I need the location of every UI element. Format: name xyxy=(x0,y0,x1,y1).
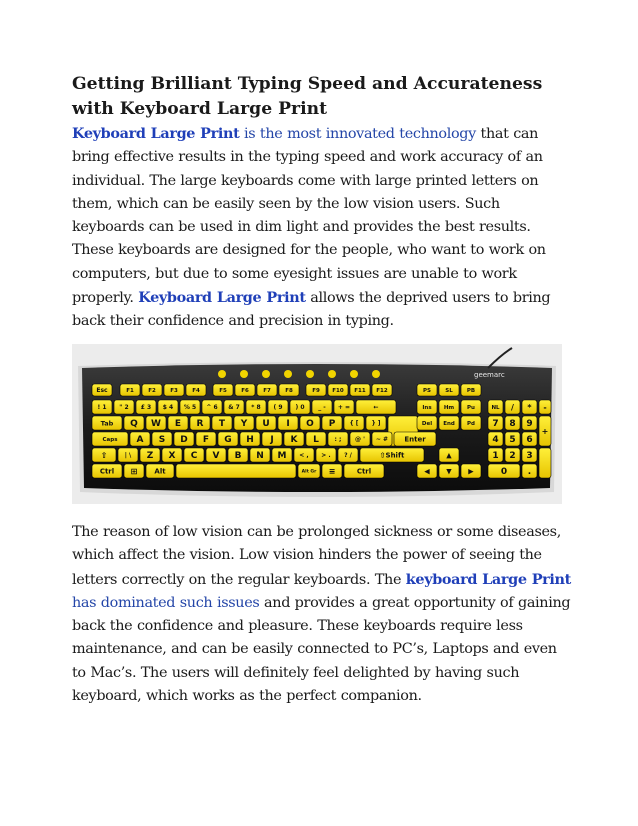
numpad-9 xyxy=(522,416,537,430)
key-shift-row-5 xyxy=(206,448,226,462)
svg-text:*: * xyxy=(527,402,532,412)
svg-text:A: A xyxy=(136,435,144,446)
svg-text:J: J xyxy=(270,435,274,446)
key-sl xyxy=(439,384,459,396)
svg-text:Z: Z xyxy=(146,451,154,462)
svg-text:9: 9 xyxy=(526,419,533,430)
key-num-1 xyxy=(114,400,134,414)
svg-text:: ;: : ; xyxy=(334,436,342,444)
svg-text:◀: ◀ xyxy=(424,467,430,476)
key-caps-row-6 xyxy=(240,432,260,446)
key-caps-row-7 xyxy=(262,432,282,446)
key-num-10 xyxy=(312,400,332,414)
key-pgdn xyxy=(461,416,481,430)
link-rest-text-2: has dominated such issues xyxy=(72,594,260,611)
key-num-8 xyxy=(268,400,288,414)
svg-text:B: B xyxy=(234,451,242,462)
numpad-nl xyxy=(488,400,503,414)
svg-text:Caps: Caps xyxy=(102,436,118,443)
svg-text:▼: ▼ xyxy=(446,467,452,476)
svg-text:X: X xyxy=(168,451,176,462)
svg-text:F3: F3 xyxy=(170,387,178,394)
key-home xyxy=(439,400,459,414)
numpad-enter xyxy=(539,448,551,478)
key-num-2 xyxy=(136,400,156,414)
svg-text:@ ': @ ' xyxy=(355,436,365,444)
svg-text:^ 6: ^ 6 xyxy=(206,404,218,412)
keyboard-illustration xyxy=(72,344,562,504)
svg-text:←: ← xyxy=(373,404,379,412)
key-tab-row-1 xyxy=(124,416,144,430)
svg-text:F4: F4 xyxy=(192,387,200,394)
numpad-7 xyxy=(488,416,503,430)
key-tab-row-5 xyxy=(212,416,232,430)
key-tab-row-11 xyxy=(344,416,364,430)
key-num-6 xyxy=(224,400,244,414)
key-f1 xyxy=(120,384,140,396)
key-num-0 xyxy=(92,400,112,414)
key-caps-row-4 xyxy=(196,432,216,446)
key-shift-row-3 xyxy=(162,448,182,462)
key-f7 xyxy=(257,384,277,396)
key-windows xyxy=(124,464,144,478)
key-alt xyxy=(146,464,174,478)
svg-text:+ =: + = xyxy=(337,404,351,412)
key-num-7 xyxy=(246,400,266,414)
key-shift-row-10 xyxy=(316,448,336,462)
svg-text:F7: F7 xyxy=(263,387,271,394)
media-button xyxy=(350,370,358,378)
key-tab-row-7 xyxy=(256,416,276,430)
svg-text:Hm: Hm xyxy=(443,404,455,411)
key-f8 xyxy=(279,384,299,396)
media-button xyxy=(218,370,226,378)
svg-text:.: . xyxy=(527,467,532,478)
low-vision-text: The reason of low vision can be prolonged sickness or some diseases, which affect the vision. Low vision hinders the power of seeing the letters correctly on the regular keyboards. The xyxy=(72,524,561,588)
key-f10 xyxy=(328,384,348,396)
key-right-shift xyxy=(360,448,424,462)
key-f4 xyxy=(186,384,206,396)
key-arrow-right xyxy=(461,464,481,478)
key-arrow-down xyxy=(439,464,459,478)
key-shift-row-9 xyxy=(294,448,314,462)
svg-text:Ctrl: Ctrl xyxy=(356,467,372,476)
media-button xyxy=(240,370,248,378)
article-title: Getting Brilliant Typing Speed and Accurateness with Keyboard Large Print xyxy=(72,74,543,119)
numpad-5 xyxy=(505,432,520,446)
svg-text:7: 7 xyxy=(492,419,499,430)
svg-text:SL: SL xyxy=(445,387,453,394)
link-bold-text-2: keyboard Large Print xyxy=(405,570,571,588)
low-vision-text-end: and provides a great opportunity of gaining back the confidence and pleasure. These keyboards require less maintenance, and can be easily connected to PC’s, Laptops and even to Mac’s. The users will definitely feel delighted by having such keyboard, which works as the perfect companion. xyxy=(72,594,571,705)
paragraph-intro xyxy=(72,122,572,334)
second-paragraph-block xyxy=(72,521,572,708)
key-shift-row-6 xyxy=(228,448,248,462)
key-esc xyxy=(92,384,112,396)
svg-text:▶: ▶ xyxy=(468,467,474,476)
svg-text:" 2: " 2 xyxy=(119,404,129,412)
keyboard-image xyxy=(72,344,562,504)
svg-text:F12: F12 xyxy=(376,387,388,394)
svg-text:U: U xyxy=(262,419,270,430)
svg-text:F: F xyxy=(202,435,210,446)
svg-text:F1: F1 xyxy=(126,387,134,394)
key-num-12 xyxy=(356,400,396,414)
numpad-div xyxy=(505,400,520,414)
svg-text:Del: Del xyxy=(421,420,433,427)
intro-text: that can bring effective results in the typing speed and work accuracy of an individual. The large keyboards come with large printed letters on them, which can be easily seen by the low vision users. Such keyboards can be used in dim light and provides the best results. These keyboards are designed for the people, who want to work on computers, but due to some eyesight issues are unable to work properly. xyxy=(72,126,546,307)
key-menu xyxy=(322,464,342,478)
svg-text:4: 4 xyxy=(492,435,499,446)
media-button xyxy=(328,370,336,378)
svg-text:£ 3: £ 3 xyxy=(140,404,152,412)
svg-text:_ -: _ - xyxy=(318,404,326,412)
svg-text:| \: | \ xyxy=(124,452,132,460)
svg-text:5: 5 xyxy=(509,435,516,446)
svg-text:~ #: ~ # xyxy=(375,436,389,444)
keyboard-large-print-link-2[interactable]: Keyboard Large Print xyxy=(138,289,306,307)
svg-text:F9: F9 xyxy=(312,387,320,394)
svg-text:} ]: } ] xyxy=(371,420,381,428)
svg-text:? /: ? / xyxy=(344,452,352,460)
key-f6 xyxy=(235,384,255,396)
svg-text:Alt Gr: Alt Gr xyxy=(301,469,317,475)
svg-text:Y: Y xyxy=(240,419,248,430)
key-del xyxy=(417,416,437,430)
key-tab-row-10 xyxy=(322,416,342,430)
key-f5 xyxy=(213,384,233,396)
key-altgr xyxy=(298,464,320,478)
key-tab-row-4 xyxy=(190,416,210,430)
link-bold-text: Keyboard Large Print xyxy=(72,125,240,142)
svg-text:8: 8 xyxy=(509,419,516,430)
media-button xyxy=(372,370,380,378)
key-caps-row-2 xyxy=(152,432,172,446)
svg-text:Pu: Pu xyxy=(467,404,475,411)
svg-text:3: 3 xyxy=(526,451,533,462)
svg-text:PB: PB xyxy=(466,387,476,394)
key-tab-row-2 xyxy=(146,416,166,430)
svg-text:Esc: Esc xyxy=(96,387,108,395)
key-f12 xyxy=(372,384,392,396)
key-arrow-up xyxy=(439,448,459,462)
key-caps-row-12 xyxy=(372,432,392,446)
svg-text:Tab: Tab xyxy=(100,419,114,428)
key-caps xyxy=(92,432,128,446)
numpad-mul xyxy=(522,400,537,414)
svg-text:L: L xyxy=(313,435,319,446)
key-tab-row-8 xyxy=(278,416,298,430)
key-caps-row-8 xyxy=(284,432,304,446)
svg-text:% 5: % 5 xyxy=(183,404,197,412)
key-shift-row-1 xyxy=(118,448,138,462)
svg-text:* 8: * 8 xyxy=(251,404,261,412)
svg-text:W: W xyxy=(151,419,161,430)
key-f2 xyxy=(142,384,162,396)
svg-text:NL: NL xyxy=(491,404,500,411)
intro-text-end: allows the deprived users to bring back their confidence and precision in typing. xyxy=(72,290,551,330)
svg-text:Q: Q xyxy=(130,419,138,430)
numpad-4 xyxy=(488,432,503,446)
key-ctrl-left xyxy=(92,464,122,478)
media-button xyxy=(306,370,314,378)
key-arrow-left xyxy=(417,464,437,478)
svg-text:H: H xyxy=(246,435,254,446)
svg-text:▲: ▲ xyxy=(446,451,452,460)
svg-text:⇧Shift: ⇧Shift xyxy=(379,451,405,460)
key-f11 xyxy=(350,384,370,396)
key-shift-row-2 xyxy=(140,448,160,462)
svg-text:> .: > . xyxy=(321,452,331,460)
svg-text:S: S xyxy=(158,435,166,446)
key-caps-row-1 xyxy=(130,432,150,446)
svg-text:! 1: ! 1 xyxy=(97,404,107,412)
media-button xyxy=(262,370,270,378)
svg-text:Enter: Enter xyxy=(404,435,426,444)
key-caps-row-5 xyxy=(218,432,238,446)
numpad-2 xyxy=(505,448,520,462)
key-f9 xyxy=(306,384,326,396)
key-f3 xyxy=(164,384,184,396)
svg-text:F11: F11 xyxy=(354,387,366,394)
key-tab xyxy=(92,416,122,430)
svg-text:O: O xyxy=(306,419,314,430)
key-space xyxy=(176,464,296,478)
media-button xyxy=(284,370,292,378)
brand-logo: geemarc xyxy=(474,371,505,379)
svg-text:2: 2 xyxy=(509,451,516,462)
svg-text:-: - xyxy=(543,402,547,412)
svg-text:6: 6 xyxy=(526,435,533,446)
key-num-3 xyxy=(158,400,178,414)
key-tab-row-3 xyxy=(168,416,188,430)
key-num-9 xyxy=(290,400,310,414)
svg-text:Alt: Alt xyxy=(154,467,166,476)
svg-text:< ,: < , xyxy=(299,452,309,460)
svg-text:Pd: Pd xyxy=(467,420,475,427)
key-left-shift xyxy=(92,448,116,462)
key-enter xyxy=(394,432,436,446)
svg-text:+: + xyxy=(541,426,549,436)
key-caps-row-9 xyxy=(306,432,326,446)
svg-text:V: V xyxy=(212,451,220,462)
svg-text:F10: F10 xyxy=(332,387,344,394)
svg-text:⇧: ⇧ xyxy=(100,450,108,460)
numpad-minus xyxy=(539,400,551,414)
key-tab-row-9 xyxy=(300,416,320,430)
svg-text:/: / xyxy=(511,402,514,412)
svg-text:) 0: ) 0 xyxy=(295,404,305,412)
key-num-5 xyxy=(202,400,222,414)
article xyxy=(72,72,572,334)
svg-text:G: G xyxy=(224,435,232,446)
key-caps-row-3 xyxy=(174,432,194,446)
svg-text:1: 1 xyxy=(492,451,499,462)
key-tab-row-6 xyxy=(234,416,254,430)
svg-text:Ctrl: Ctrl xyxy=(99,467,115,476)
numpad-6 xyxy=(522,432,537,446)
svg-text:P: P xyxy=(328,419,336,430)
numpad-0 xyxy=(488,464,520,478)
key-pgup xyxy=(461,400,481,414)
svg-text:F2: F2 xyxy=(148,387,156,394)
svg-text:( 9: ( 9 xyxy=(273,404,283,412)
key-shift-row-8 xyxy=(272,448,292,462)
key-shift-row-7 xyxy=(250,448,270,462)
svg-text:R: R xyxy=(196,419,204,430)
keyboard-large-print-link[interactable] xyxy=(72,126,476,142)
svg-text:N: N xyxy=(256,451,264,462)
svg-text:{ [: { [ xyxy=(349,420,359,428)
link-rest-text: is the most innovated technology xyxy=(239,126,476,142)
svg-text:F5: F5 xyxy=(219,387,227,394)
key-ctrl-right xyxy=(344,464,384,478)
key-caps-row-10 xyxy=(328,432,348,446)
svg-text:$ 4: $ 4 xyxy=(162,404,174,412)
numpad-dot xyxy=(522,464,537,478)
key-ins xyxy=(417,400,437,414)
svg-text:K: K xyxy=(290,435,298,446)
svg-text:F8: F8 xyxy=(285,387,293,394)
numpad-3 xyxy=(522,448,537,462)
key-num-4 xyxy=(180,400,200,414)
svg-text:T: T xyxy=(218,419,226,430)
key-shift-row-11 xyxy=(338,448,358,462)
svg-text:PS: PS xyxy=(423,387,431,394)
numpad-plus xyxy=(539,416,551,446)
key-tab-row-12 xyxy=(366,416,386,430)
svg-text:& 7: & 7 xyxy=(228,404,240,412)
svg-text:⊞: ⊞ xyxy=(130,466,138,476)
svg-text:D: D xyxy=(180,435,188,446)
svg-text:M: M xyxy=(277,451,287,462)
numpad-8 xyxy=(505,416,520,430)
svg-text:C: C xyxy=(190,451,198,462)
svg-text:E: E xyxy=(174,419,182,430)
numpad-1 xyxy=(488,448,503,462)
svg-text:End: End xyxy=(443,420,455,427)
svg-text:I: I xyxy=(286,419,290,430)
svg-text:0: 0 xyxy=(500,467,508,478)
key-end xyxy=(439,416,459,430)
key-shift-row-4 xyxy=(184,448,204,462)
key-caps-row-11 xyxy=(350,432,370,446)
paragraph-low-vision xyxy=(72,521,572,708)
svg-text:F6: F6 xyxy=(241,387,249,394)
svg-text:≡: ≡ xyxy=(328,466,336,476)
key-ps xyxy=(417,384,437,396)
svg-text:Ins: Ins xyxy=(422,404,432,411)
key-pb xyxy=(461,384,481,396)
key-num-11 xyxy=(334,400,354,414)
